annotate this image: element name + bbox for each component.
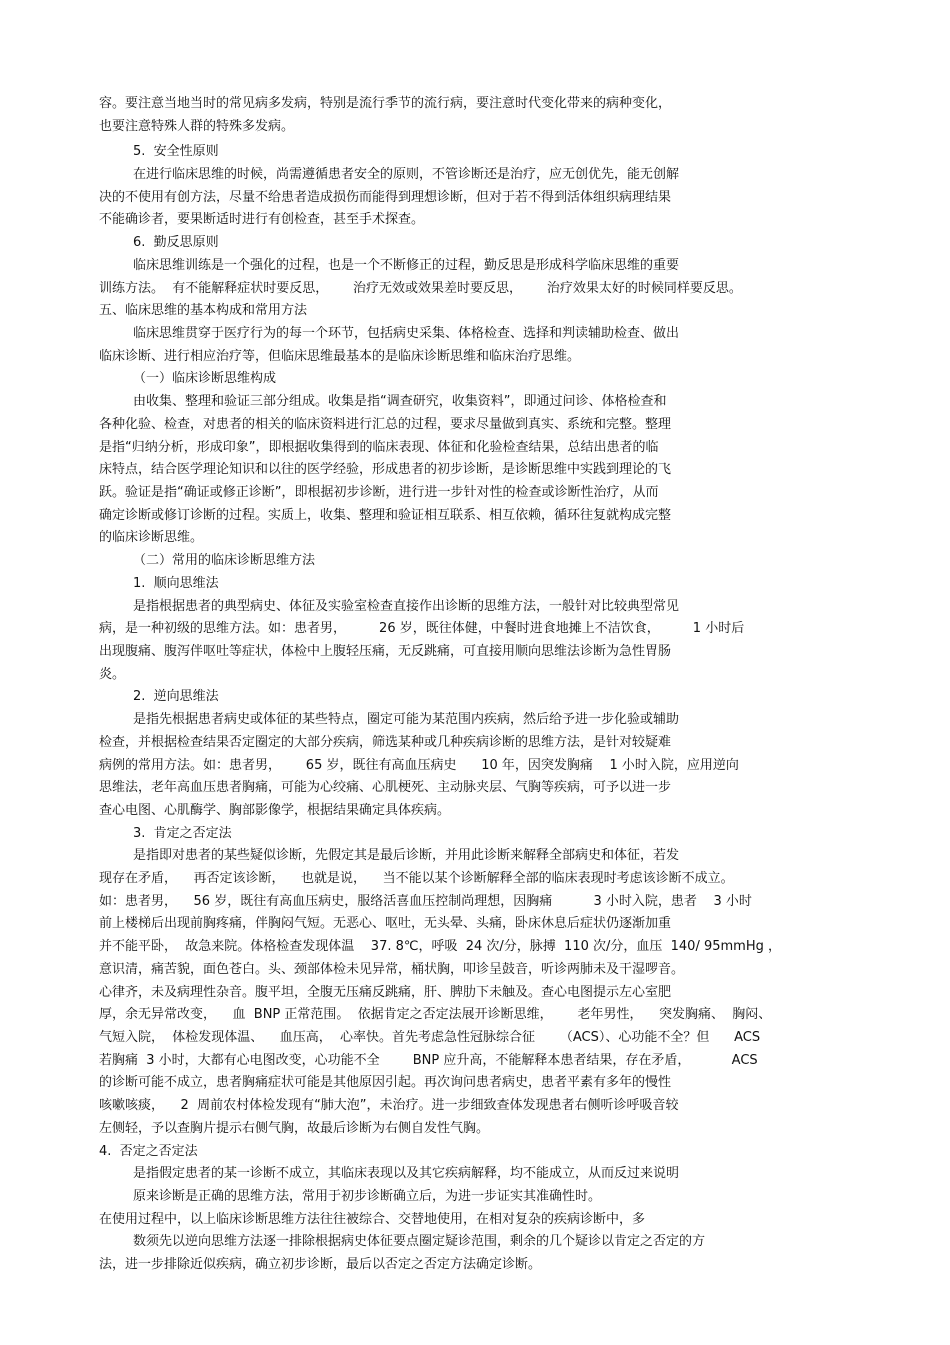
text-line: 5. 安全性原则 <box>133 144 219 159</box>
text-line: 的临床诊断思维。 <box>99 530 204 545</box>
text-line: 决的不使用有创方法，尽量不给患者造成损伤而能得到理想诊断，但对于若不得到活体组织病理结果 <box>99 190 672 205</box>
text-line: 3. 肯定之否定法 <box>133 826 232 841</box>
text-line: 跃。验证是指“确证或修正诊断”，即根据初步诊断，进行进一步针对性的检查或诊断性治疗，从而 <box>99 485 659 500</box>
text-line: 出现腹痛、腹泻伴呕吐等症状，体检中上腹轻压痛，无反跳痛，可直接用顺向思维法诊断为急性胃肠 <box>99 644 672 659</box>
text-line: 是指“归纳分析，形成印象”，即根据收集得到的临床表现、体征和化验检查结果，总结出患者的临 <box>99 440 659 455</box>
text-line: 咳嗽咳痰， 2 周前农村体检发现有“肺大泡”，未治疗。进一步细致查体发现患者右侧听诊呼吸音较 <box>99 1098 679 1113</box>
text-line: 并不能平卧， 故急来院。体格检查发现体温 37. 8℃，呼吸 24 次/分，脉搏 110 次/分，血压 140/ 95mmHg ， <box>99 939 781 954</box>
text-line: 法，进一步排除近似疾病，确立初步诊断，最后以否定之否定方法确定诊断。 <box>99 1257 542 1272</box>
text-line: 原来诊断是正确的思维方法，常用于初步诊断确立后，为进一步证实其准确性时。 <box>133 1189 602 1204</box>
text-line: 的诊断可能不成立，患者胸痛症状可能是其他原因引起。再次询问患者病史，患者平素有多年的慢性 <box>99 1075 672 1090</box>
text-line: 容。要注意当地当时的常见病多发病，特别是流行季节的流行病，要注意时代变化带来的病种变化， <box>99 96 672 111</box>
text-line: 厚，余无异常改变， 血 BNP 正常范围。 依据肯定之否定法展开诊断思维， 老年男性， 突发胸痛、 胸闷、 <box>99 1007 772 1022</box>
text-line: 由收集、整理和验证三部分组成。收集是指“调查研究，收集资料”，即通过问诊、体格检查和 <box>133 394 667 409</box>
text-line: 炎。 <box>99 667 126 682</box>
text-line: （一）临床诊断思维构成 <box>133 371 277 386</box>
text-line: 数须先以逆向思维方法逐一排除根据病史体征要点圈定疑诊范围，剩余的几个疑诊以肯定之否定的方 <box>133 1234 706 1249</box>
text-line: 床特点，结合医学理论知识和以往的医学经验，形成患者的初步诊断，是诊断思维中实践到理论的飞 <box>99 462 672 477</box>
text-line: 思维法，老年高血压患者胸痛，可能为心绞痛、心肌梗死、主动脉夹层、气胸等疾病，可予以进一步 <box>99 780 672 795</box>
text-line: 查心电图、心肌酶学、胸部影像学，根据结果确定具体疾病。 <box>99 803 451 818</box>
text-line: 在进行临床思维的时候，尚需遵循患者安全的原则，不管诊断还是治疗，应无创优先，能无创解 <box>133 167 680 182</box>
text-line: 2. 逆向思维法 <box>133 689 219 704</box>
text-line: 6. 勤反思原则 <box>133 235 219 250</box>
text-line: 是指假定患者的某一诊断不成立，其临床表现以及其它疾病解释，均不能成立，从而反过来说明 <box>133 1166 680 1181</box>
text-line: 确定诊断或修订诊断的过程。实质上，收集、整理和验证相互联系、相互依赖，循环往复就构成完整 <box>99 508 672 523</box>
text-line: 是指先根据患者病史或体征的某些特点，圈定可能为某范围内疾病，然后给予进一步化验或辅助 <box>133 712 680 727</box>
text-line: 五、临床思维的基本构成和常用方法 <box>99 303 308 318</box>
text-line: 训练方法。 有不能解释症状时要反思， 治疗无效或效果差时要反思， 治疗效果太好的时候同样要反思。 <box>99 281 742 296</box>
text-line: 前上楼梯后出现前胸疼痛，伴胸闷气短。无恶心、呕吐，无头晕、头痛，卧床休息后症状仍逐渐加重 <box>99 916 672 931</box>
text-line: 气短入院， 体检发现体温、 血压高， 心率快。首先考虑急性冠脉综合征 （ACS）、心功能不全？但 ACS <box>99 1030 761 1045</box>
text-line: 临床思维贯穿于医疗行为的每一个环节，包括病史采集、体格检查、选择和判读辅助检查、做出 <box>133 326 680 341</box>
text-line: 病例的常用方法。如：患者男， 65 岁，既往有高血压病史 10 年，因突发胸痛 1 小时入院，应用逆向 <box>99 758 739 773</box>
text-line: 是指根据患者的典型病史、体征及实验室检查直接作出诊断的思维方法，一般针对比较典型常见 <box>133 599 680 614</box>
text-line: 不能确诊者，要果断适时进行有创检查，甚至手术探查。 <box>99 212 425 227</box>
text-line: 心律齐，未及病理性杂音。腹平坦，全腹无压痛反跳痛，肝、脾肋下未触及。查心电图提示左心室肥 <box>99 985 672 1000</box>
text-line: 4. 否定之否定法 <box>99 1144 198 1159</box>
text-line: 病，是一种初级的思维方法。如：患者男， 26 岁，既往体健，中餐时进食地摊上不洁饮食， 1 小时后 <box>99 621 745 636</box>
text-line: 各种化验、检查，对患者的相关的临床资料进行汇总的过程，要求尽量做到真实、系统和完整。整理 <box>99 417 672 432</box>
text-line: 意识清，痛苦貌，面色苍白。头、颈部体检未见异常，桶状胸，叩诊呈鼓音，听诊两肺未及干湿啰音。 <box>99 962 685 977</box>
text-line: （二）常用的临床诊断思维方法 <box>133 553 316 568</box>
text-line: 1. 顺向思维法 <box>133 576 219 591</box>
text-line: 临床思维训练是一个强化的过程，也是一个不断修正的过程，勤反思是形成科学临床思维的重要 <box>133 258 680 273</box>
text-line: 在使用过程中，以上临床诊断思维方法往往被综合、交替地使用，在相对复杂的疾病诊断中，多 <box>99 1212 646 1227</box>
text-line: 也要注意特殊人群的特殊多发病。 <box>99 119 295 134</box>
text-line: 若胸痛 3 小时，大都有心电图改变，心功能不全 BNP 应升高，不能解释本患者结果，存在矛盾， ACS <box>99 1053 758 1068</box>
text-line: 左侧轻，予以查胸片提示右侧气胸，故最后诊断为右侧自发性气胸。 <box>99 1121 490 1136</box>
text-line: 现存在矛盾， 再否定该诊断， 也就是说， 当不能以某个诊断解释全部的临床表现时考虑该诊断不成立。 <box>99 871 734 886</box>
text-line: 如：患者男， 56 岁，既往有高血压病史，服络活喜血压控制尚理想，因胸痛 3 小时入院，患者 3 小时 <box>99 894 752 909</box>
text-line: 临床诊断、进行相应治疗等，但临床思维最基本的是临床诊断思维和临床治疗思维。 <box>99 349 581 364</box>
text-line: 检查，并根据检查结果否定圈定的大部分疾病，筛选某种或几种疾病诊断的思维方法，是针对较疑难 <box>99 735 672 750</box>
text-line: 是指即对患者的某些疑似诊断，先假定其是最后诊断，并用此诊断来解释全部病史和体征，若发 <box>133 848 680 863</box>
